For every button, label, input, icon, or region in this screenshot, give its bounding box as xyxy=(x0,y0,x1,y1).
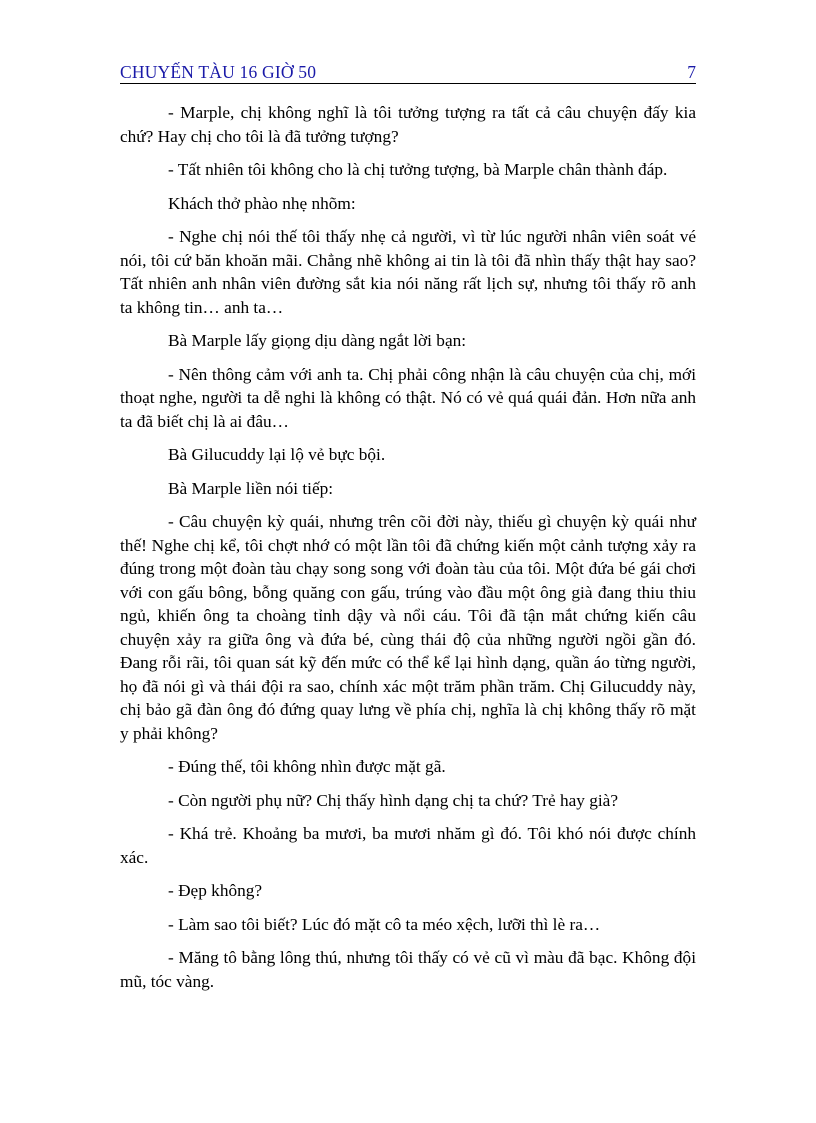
paragraph: - Nghe chị nói thế tôi thấy nhẹ cả người, vì từ lúc người nhân viên soát vé nói, tôi cứ băn khoăn mãi. Chẳng nhẽ không ai tin là tôi đã nhìn thấy thật hay sao? Tất nhiên anh nhân viên đường sắt kia nói năng rất lịch sự, nhưng tôi thấy rõ anh ta không tin… anh ta… xyxy=(120,227,696,317)
running-title: CHUYẾN TÀU 16 GIỜ 50 xyxy=(120,62,317,82)
paragraph: - Câu chuyện kỳ quái, nhưng trên cõi đời này, thiếu gì chuyện kỳ quái như thế! Nghe chị kể, tôi chợt nhớ có một lần tôi đã chứng kiến một cảnh tượng xảy ra đúng trong một đoàn tàu chạy song song với đoàn tàu của tôi. Một đứa bé gái chơi với con gấu bông, bỗng quăng con gấu, trúng vào đầu một ông già đang thiu thiu ngủ, khiến ông ta choàng tỉnh dậy và nổi cáu. Tôi đã tận mắt chứng kiến câu chuyện xảy ra giữa ông và đứa bé, cùng thái độ của những người ngồi gần đó. Đang rỗi rãi, tôi quan sát kỹ đến mức có thể kể lại hình dạng, quần áo từng người, họ đã nói gì và thái đội ra sao, chính xác một trăm phần trăm. Chị Gilucuddy này, chị bảo gã đàn ông đó đứng quay lưng về phía chị, nghĩa là chị không thấy rõ mặt y phải không? xyxy=(120,512,696,743)
paragraph: Bà Gilucuddy lại lộ vẻ bực bội. xyxy=(168,445,386,464)
paragraph: - Đẹp không? xyxy=(168,881,263,900)
paragraph: Khách thở phào nhẹ nhõm: xyxy=(168,193,356,213)
page-body xyxy=(120,101,696,1003)
page-header xyxy=(120,61,696,84)
paragraph: - Măng tô bằng lông thú, nhưng tôi thấy có vẻ cũ vì màu đã bạc. Không đội mũ, tóc vàng. xyxy=(120,948,696,991)
paragraph: Bà Marple liền nói tiếp: xyxy=(168,478,334,498)
paragraph: - Làm sao tôi biết? Lúc đó mặt cô ta méo xệch, lưỡi thì lè ra… xyxy=(168,914,601,934)
paragraph: - Marple, chị không nghĩ là tôi tưởng tượng ra tất cả câu chuyện đấy kia chứ? Hay chị cho tôi là đã tưởng tượng? xyxy=(120,103,696,146)
paragraph: - Đúng thế, tôi không nhìn được mặt gã. xyxy=(168,757,446,776)
paragraph: - Còn người phụ nữ? Chị thấy hình dạng chị ta chứ? Trẻ hay già? xyxy=(168,790,618,810)
paragraph: - Nên thông cảm với anh ta. Chị phải công nhận là câu chuyện của chị, mới thoạt nghe, người ta dễ nghi là không có thật. Nó có vẻ quá quái đản. Hơn nữa anh ta đã biết chị là ai đâu… xyxy=(120,364,696,431)
paragraph: - Khá trẻ. Khoảng ba mươi, ba mươi nhăm gì đó. Tôi khó nói được chính xác. xyxy=(120,824,696,867)
paragraph: - Tất nhiên tôi không cho là chị tưởng tượng, bà Marple chân thành đáp. xyxy=(168,160,668,179)
page-number: 7 xyxy=(687,62,696,82)
paragraph: Bà Marple lấy giọng dịu dàng ngắt lời bạn: xyxy=(168,331,467,350)
